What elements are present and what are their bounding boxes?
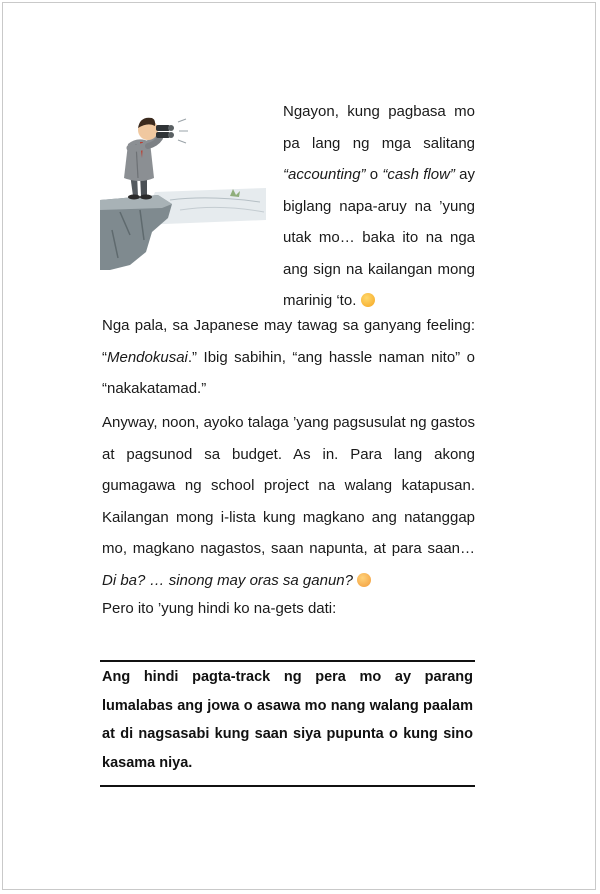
businessman-binoculars-cliff-illustration [100,100,266,270]
mendokusai-paragraph [102,310,475,405]
mendokusai-term: Mendokusai [107,348,188,366]
rhetorical-question: Di ba? … sinong may oras sa ganun? [102,571,353,589]
transition-paragraph: Pero ito ’yung hindi ko na-gets dati: [102,600,337,617]
intro-text-connector: o [365,166,383,183]
cash-flow-term: “cash flow” [382,166,455,183]
mendokusai-text-end: .” Ibig sabihin, “ang hassle naman nito” o “nakakatamad.” [102,348,475,397]
grinning-sweat-emoji-icon [361,293,375,307]
intro-text: Ngayon, kung pagbasa mo pa lang ng mga salitang [283,103,475,152]
budget-text: Anyway, noon, ayoko talaga ’yang pagsusulat ng gastos at pagsunod sa budget. As in. Para lang akong gumagawa ng school project na walang katapusan. Kailangan mong i-lista kung magkano ang natanggap mo, magkano nagastos, saan napunta, at para saan… [102,414,475,557]
intro-paragraph [283,96,475,317]
budget-paragraph [102,407,475,596]
accounting-term: “accounting” [283,166,366,183]
callout-quote-box [100,660,475,787]
callout-text: Ang hindi pagta-track ng pera mo ay parang lumalabas ang jowa o asawa mo nang walang paalam at di nagsasabi kung saan siya pupunta o kung sino kasama niya. [102,669,473,771]
intro-text-end: ay biglang napa-aruy na ’yung utak mo… baka ito na nga ang sign na kailangan mong marinig ‘to. [283,166,475,309]
mendokusai-text-start: Nga pala, sa Japanese may tawag sa ganyang feeling: “ [102,317,475,366]
flushed-face-emoji-icon [357,573,371,587]
